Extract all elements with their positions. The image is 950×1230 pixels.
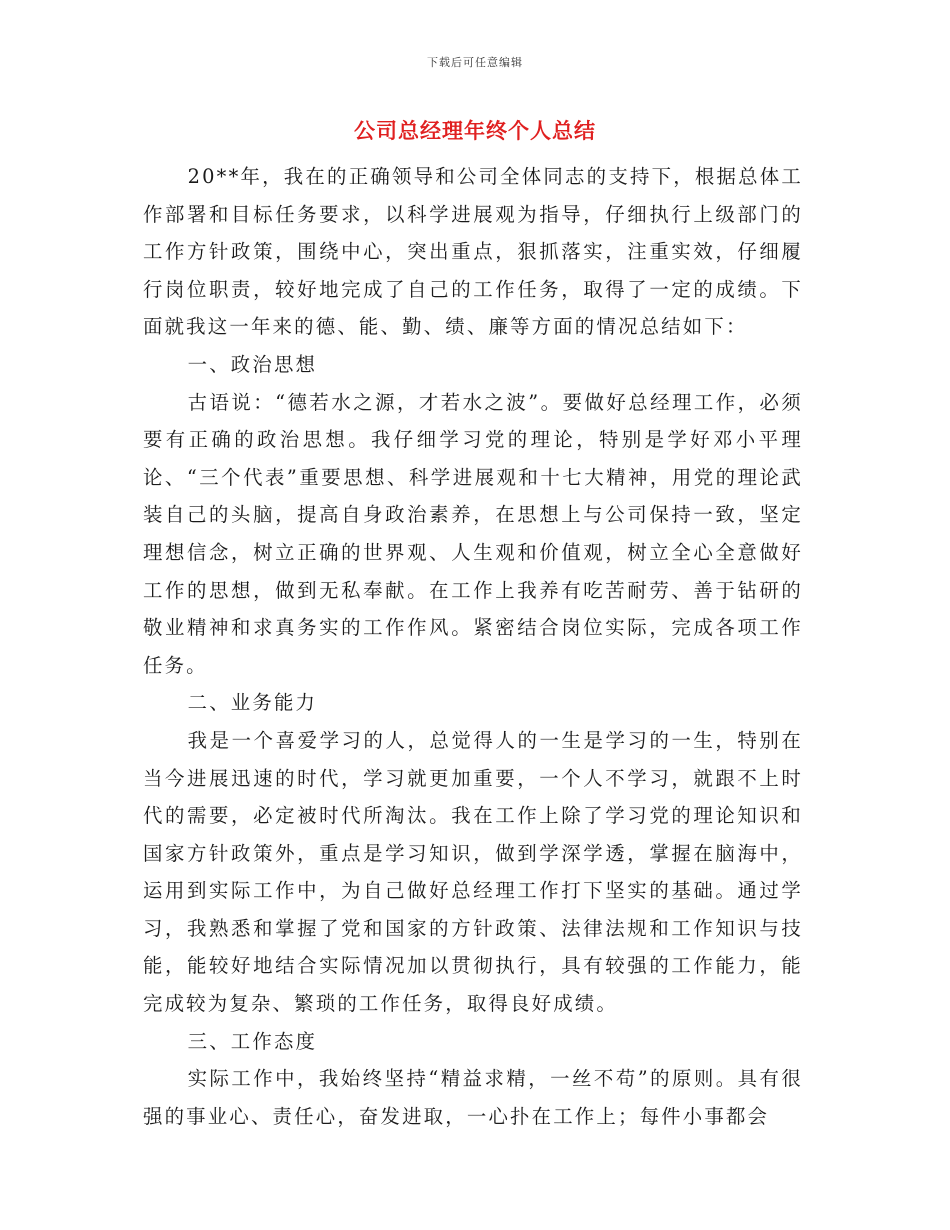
document-title: 公司总经理年终个人总结 — [354, 119, 596, 143]
section-heading-attitude: 三、工作态度 — [187, 1029, 318, 1053]
paragraph-political: 古语说：“德若水之源，才若水之波”。要做好总经理工作，必须要有正确的政治思想。我仔细学习党的理论，特别是学好邓小平理论、“三个代表”重要思想、科学进展观和十七大精神，用党的理论武装自己的头脑，提高自身政治素养，在思想上与公司保持一致，坚定理想信念，树立正确的世界观、人生观和价值观，树立全心全意做好工作的思想，做到无私奉献。在工作上我养有吃苦耐劳、善于钻研的敬业精神和求真务实的工作作风。紧密结合岗位实际，完成各项工作任务。 — [143, 390, 803, 677]
section-heading-political: 一、政治思想 — [187, 352, 318, 376]
paragraph-ability: 我是一个喜爱学习的人，总觉得人的一生是学习的一生，特别在当今进展迅速的时代，学习就更加重要，一个人不学习，就跟不上时代的需要，必定被时代所淘汰。我在工作上除了学习党的理论知识和国家方针政策外，重点是学习知识，做到学深学透，掌握在脑海中，运用到实际工作中，为自己做好总经理工作打下坚实的基础。通过学习，我熟悉和掌握了党和国家的方针政策、法律法规和工作知识与技能，能较好地结合实际情况加以贯彻执行，具有较强的工作能力，能完成较为复杂、繁琐的工作任务，取得良好成绩。 — [143, 728, 803, 1016]
paragraph-attitude: 实际工作中，我始终坚持“精益求精，一丝不苟”的原则。具有很强的事业心、责任心，奋发进取，一心扑在工作上；每件小事都会 — [143, 1067, 803, 1128]
section-heading-ability: 二、业务能力 — [187, 691, 318, 715]
paragraph-intro: 20**年，我在的正确领导和公司全体同志的支持下，根据总体工作部署和目标任务要求，以科学进展观为指导，仔细执行上级部门的工作方针政策，围绕中心，突出重点，狠抓落实，注重实效，仔细履行岗位职责，较好地完成了自己的工作任务，取得了一定的成绩。下面就我这一年来的德、能、勤、绩、廉等方面的情况总结如下： — [143, 165, 803, 339]
document-body — [143, 158, 803, 1135]
page-header-note: 下载后可任意编辑 — [427, 56, 523, 69]
